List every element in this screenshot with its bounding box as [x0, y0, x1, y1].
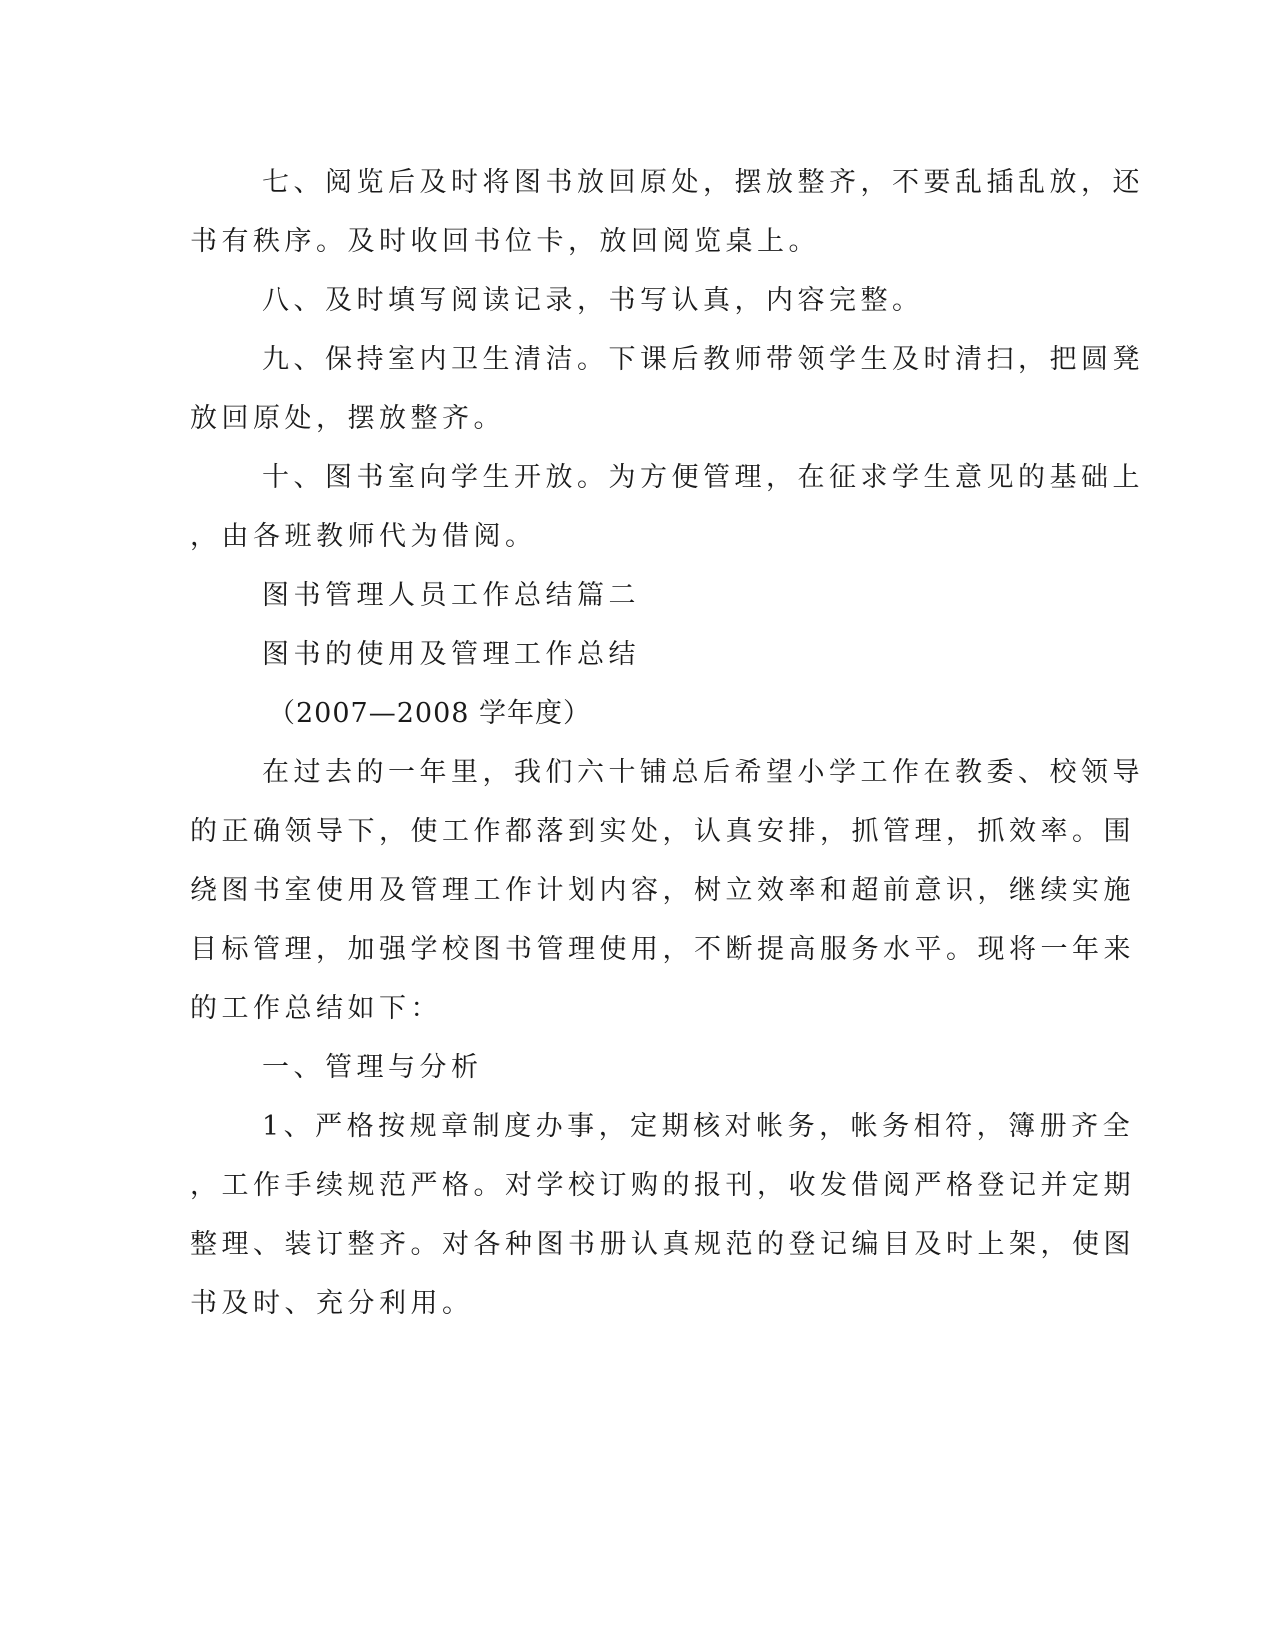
paragraph-line: 九、保持室内卫生清洁。下课后教师带领学生及时清扫，把圆凳 [262, 344, 1144, 375]
paragraph-line: ，由各班教师代为借阅。 [190, 521, 537, 552]
document-subtitle: （2007—2008 学年度） [268, 698, 592, 729]
paragraph-line: 在过去的一年里，我们六十铺总后希望小学工作在教委、校领导 [262, 757, 1144, 788]
document-title: 图书的使用及管理工作总结 [262, 639, 640, 670]
paragraph-line: 书有秩序。及时收回书位卡，放回阅览桌上。 [190, 226, 820, 257]
paragraph-line: 八、及时填写阅读记录，书写认真，内容完整。 [262, 285, 924, 316]
section-heading: 图书管理人员工作总结篇二 [262, 580, 640, 611]
section-heading: 一、管理与分析 [262, 1052, 483, 1083]
paragraph-line: 绕图书室使用及管理工作计划内容，树立效率和超前意识，继续实施 [190, 875, 1135, 906]
paragraph-line: ，工作手续规范严格。对学校订购的报刊，收发借阅严格登记并定期 [190, 1170, 1135, 1201]
paragraph-line: 的正确领导下，使工作都落到实处，认真安排，抓管理，抓效率。围 [190, 816, 1135, 847]
paragraph-line: 十、图书室向学生开放。为方便管理，在征求学生意见的基础上 [262, 462, 1144, 493]
paragraph-line: 书及时、充分利用。 [190, 1288, 474, 1319]
paragraph-line: 整理、装订整齐。对各种图书册认真规范的登记编目及时上架，使图 [190, 1229, 1135, 1260]
paragraph-line: 七、阅览后及时将图书放回原处，摆放整齐，不要乱插乱放，还 [262, 167, 1144, 198]
paragraph-line: 放回原处，摆放整齐。 [190, 403, 505, 434]
paragraph-line: 1、严格按规章制度办事，定期核对帐务，帐务相符，簿册齐全 [262, 1111, 1135, 1142]
paragraph-line: 的工作总结如下： [190, 993, 442, 1024]
paragraph-line: 目标管理，加强学校图书管理使用，不断提高服务水平。现将一年来 [190, 934, 1135, 965]
